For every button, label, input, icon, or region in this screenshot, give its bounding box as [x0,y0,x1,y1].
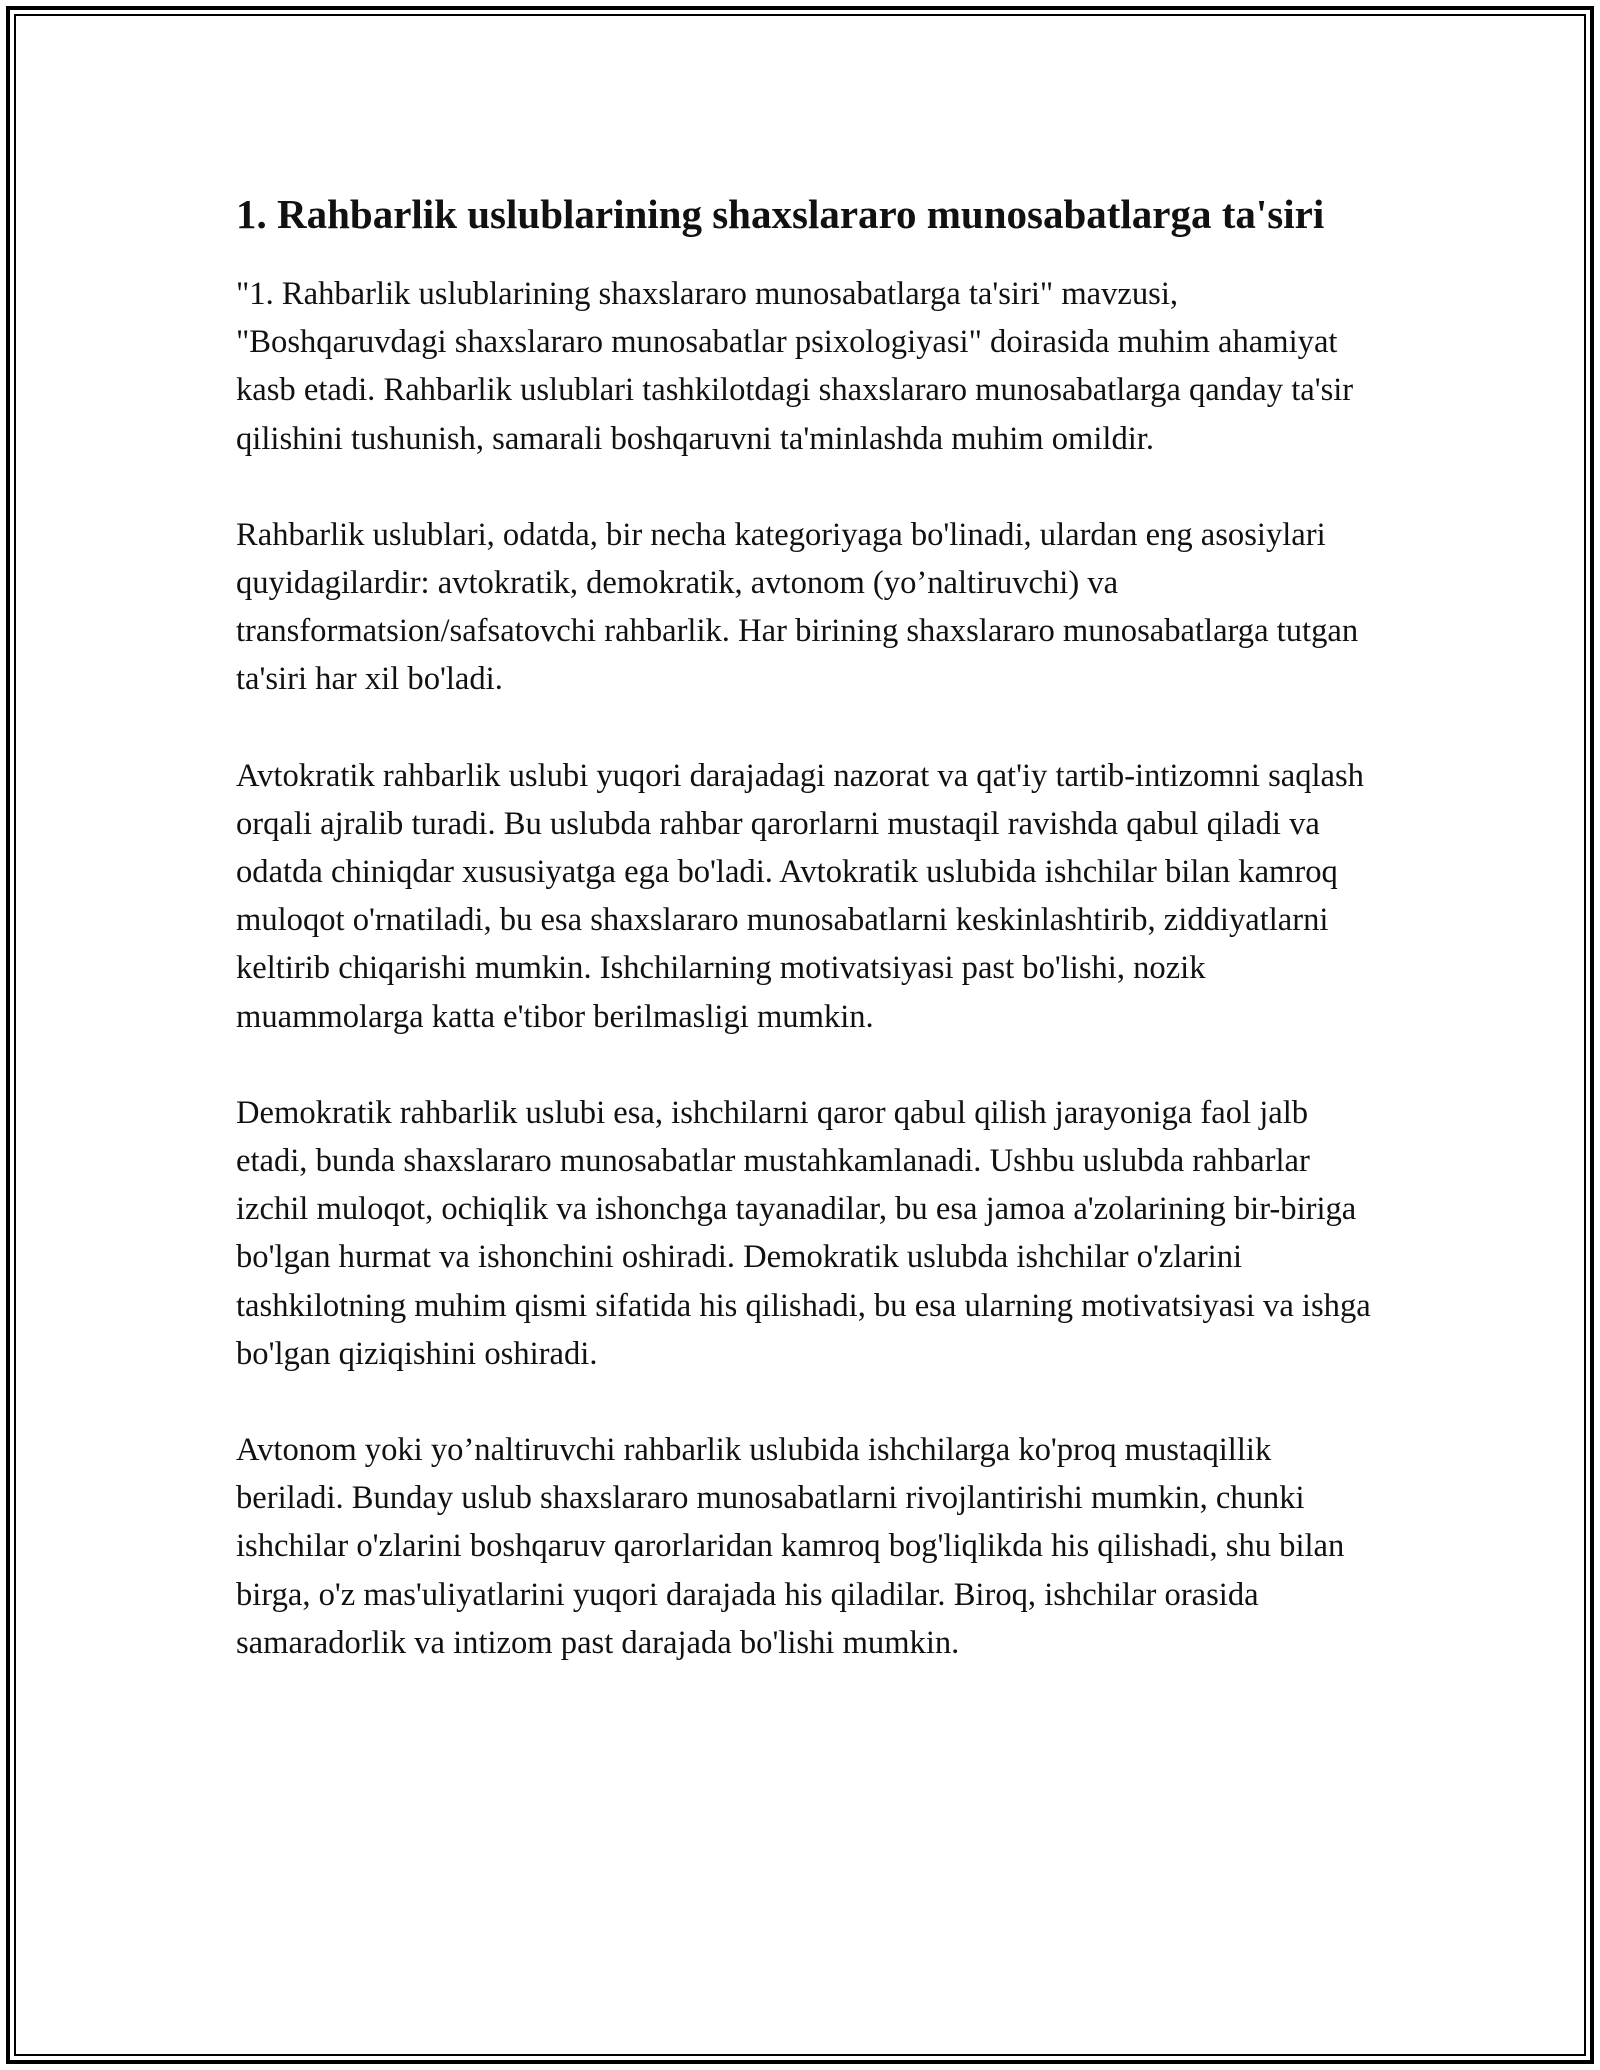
paragraph-democratic: Demokratik rahbarlik uslubi esa, ishchilarni qaror qabul qilish jarayoniga faol jalb etadi, bunda shaxslararo munosabatlar mustahkamlanadi. Ushbu uslubda rahbarlar izchil muloqot, ochiqlik va ishonchga tayanadilar, bu esa jamoa a'zolarining bir-biriga bo'lgan hurmat va ishonchini oshiradi. Demokratik uslubda ishchilar o'zlarini tashkilotning muhim qismi sifatida his qilishadi, bu esa ularning motivatsiyasi va ishga bo'lgan qiziqishini oshiradi. [236,1094,1371,1372]
paragraph-intro: "1. Rahbarlik uslublarining shaxslararo munosabatlarga ta'siri" mavzusi, "Boshqaruvdagi shaxslararo munosabatlar psixologiyasi" doirasida muhim ahamiyat kasb etadi. Rahbarlik uslublari tashkilotdagi shaxslararo munosabatlarga qanday ta'sir qilishini tushunish, samarali boshqaruvni ta'minlashda muhim omildir. [236,276,1354,457]
document-title: 1. Rahbarlik uslublarining shaxslararo munosabatlarga ta'siri [236,191,1325,237]
document-body [236,190,1376,1715]
paragraph-leadership-styles: Rahbarlik uslublari, odatda, bir necha kategoriyaga bo'linadi, ulardan eng asosiylari quyidagilardir: avtokratik, demokratik, avtonom (yo’naltiruvchi) va transformatsion/safsatovchi rahbarlik. Har birining shaxslararo munosabatlarga tutgan ta'siri har xil bo'ladi. [236,516,1359,698]
paragraph-autocratic: Avtokratik rahbarlik uslubi yuqori darajadagi nazorat va qat'iy tartib-intizomni saqlash orqali ajralib turadi. Bu uslubda rahbar qarorlarni mustaqil ravishda qabul qiladi va odatda chiniqdar xususiyatga ega bo'ladi. Avtokratik uslubida ishchilar bilan kamroq muloqot o'rnatiladi, bu esa shaxslararo munosabatlarni keskinlashtirib, ziddiyatlarni keltirib chiqarishi mumkin. Ishchilarning motivatsiyasi past bo'lishi, nozik muammolarga katta e'tibor berilmasligi mumkin. [236,757,1364,1035]
paragraph-autonomous: Avtonom yoki yo’naltiruvchi rahbarlik uslubida ishchilarga ko'proq mustaqillik beriladi. Bunday uslub shaxslararo munosabatlarni rivojlantirishi mumkin, chunki ishchilar o'zlarini boshqaruv qarorlaridan kamroq bog'liqlikda his qilishadi, shu bilan birga, o'z mas'uliyatlarini yuqori darajada his qiladilar. Biroq, ishchilar orasida samaradorlik va intizom past darajada bo'lishi mumkin. [236,1432,1345,1661]
